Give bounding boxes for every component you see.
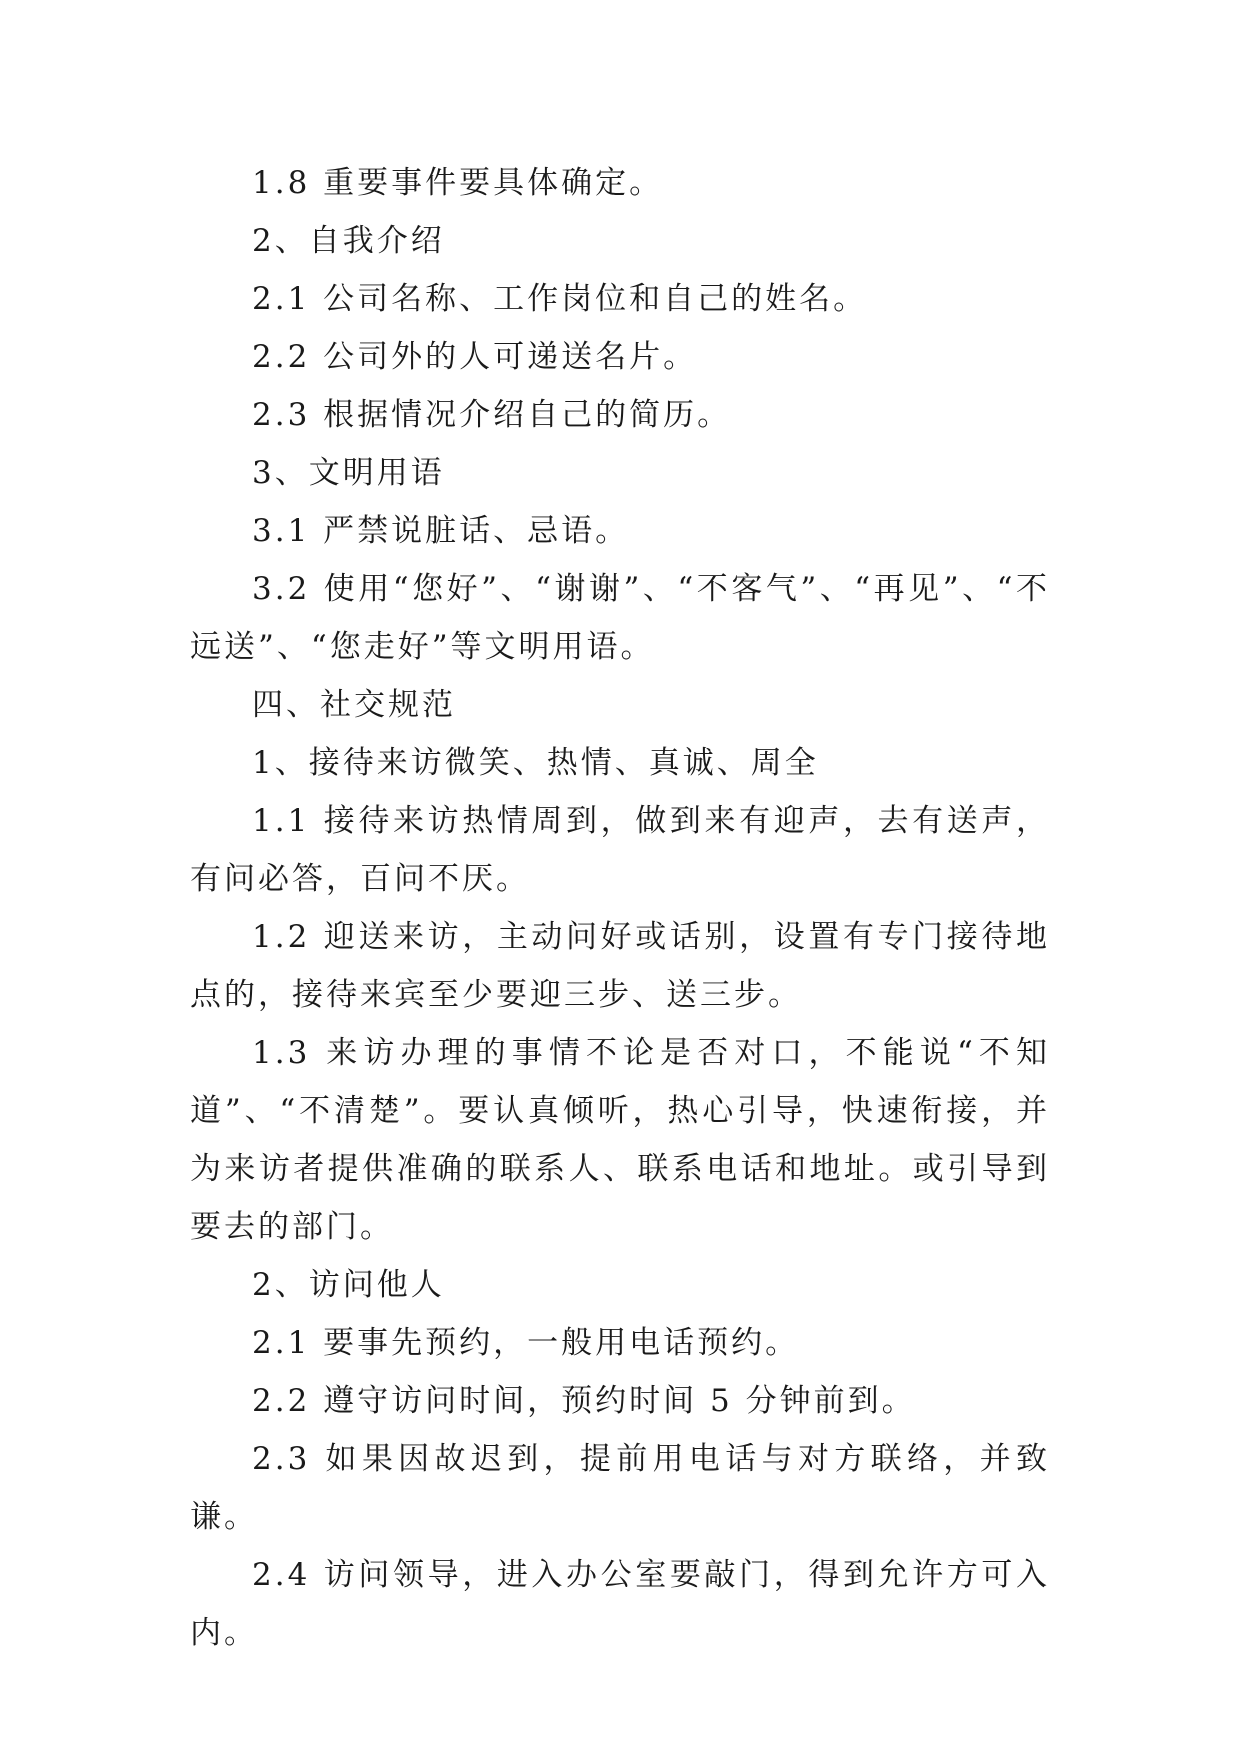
- paragraph: 1.2 迎送来访，主动问好或话别，设置有专门接待地点的，接待来宾至少要迎三步、送三步。: [190, 919, 1050, 1013]
- paragraph: 3.2 使用“您好”、“谢谢”、“不客气”、“再见”、“不远送”、“您走好”等文明用语。: [190, 571, 1050, 665]
- chapter-heading: 四、社交规范: [252, 687, 456, 723]
- section-heading: 3、文明用语: [252, 455, 445, 491]
- paragraph: 2.3 根据情况介绍自己的简历。: [252, 397, 732, 433]
- paragraph: 2.4 访问领导，进入办公室要敲门，得到允许方可入内。: [190, 1557, 1050, 1651]
- paragraph: 1.3 来访办理的事情不论是否对口，不能说“不知道”、“不清楚”。要认真倾听，热心引导，快速衔接，并为来访者提供准确的联系人、联系电话和地址。或引导到要去的部门。: [190, 1035, 1050, 1245]
- paragraph: 2.2 遵守访问时间，预约时间 5 分钟前到。: [252, 1383, 916, 1419]
- paragraph: 2.2 公司外的人可递送名片。: [252, 339, 698, 375]
- paragraph: 3.1 严禁说脏话、忌语。: [252, 513, 630, 549]
- paragraph: 1.1 接待来访热情周到，做到来有迎声，去有送声，有问必答，百问不厌。: [190, 803, 1050, 897]
- paragraph: 1.8 重要事件要具体确定。: [252, 165, 664, 201]
- document-body: [190, 154, 1050, 1662]
- paragraph: 2.3 如果因故迟到，提前用电话与对方联络，并致谦。: [190, 1441, 1050, 1535]
- section-heading: 2、自我介绍: [252, 223, 445, 259]
- paragraph: 2.1 公司名称、工作岗位和自己的姓名。: [252, 281, 868, 317]
- section-heading: 2、访问他人: [252, 1267, 445, 1303]
- paragraph: 2.1 要事先预约，一般用电话预约。: [252, 1325, 800, 1361]
- section-heading: 1、接待来访微笑、热情、真诚、周全: [252, 745, 819, 781]
